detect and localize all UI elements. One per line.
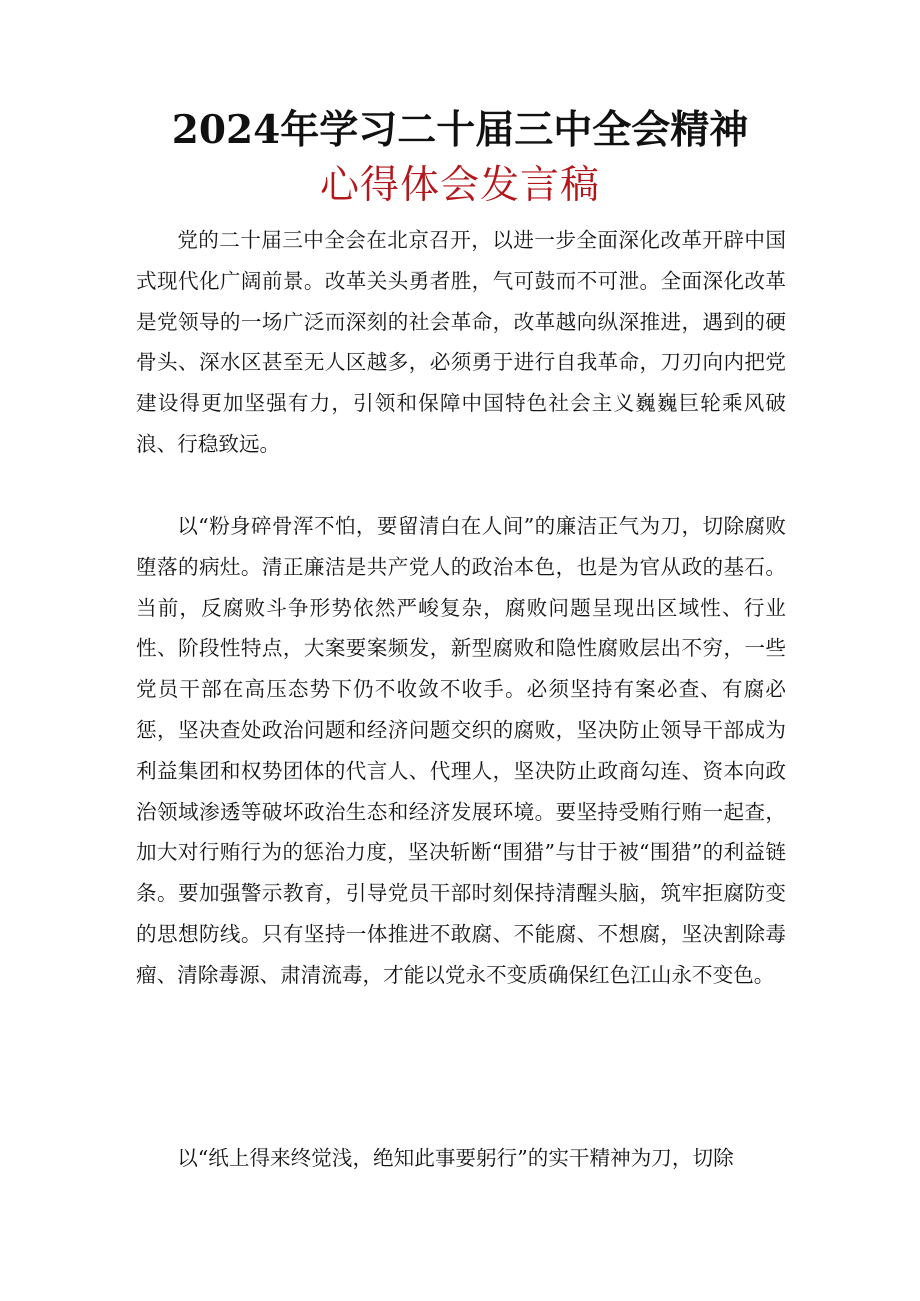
paragraph-1: 党的二十届三中全会在北京召开，以进一步全面深化改革开辟中国式现代化广阔前景。改革关头勇者胜，气可鼓而不可泄。全面深化改革是党领导的一场广泛而深刻的社会革命，改革越向纵深推进，遇到的硬骨头、深水区甚至无人区越多，必须勇于进行自我革命，刀刃向内把党建设得更加坚强有力，引领和保障中国特色社会主义巍巍巨轮乘风破浪、行稳致远。 <box>136 228 786 456</box>
document-subtitle: 心得体会发言稿 <box>319 163 600 208</box>
paragraph-2: 以“粉身碎骨浑不怕，要留清白在人间”的廉洁正气为刀，切除腐败堕落的病灶。清正廉洁是共产党人的政治本色，也是为官从政的基石。当前，反腐败斗争形势依然严峻复杂，腐败问题呈现出区域性、行业性、阶段性特点，大案要案频发，新型腐败和隐性腐败层出不穷，一些党员干部在高压态势下仍不收敛不收手。必须坚持有案必查、有腐必惩，坚决查处政治问题和经济问题交织的腐败，坚决防止领导干部成为利益集团和权势团体的代言人、代理人，坚决防止政商勾连、资本向政治领域渗透等破坏政治生态和经济发展环境。要坚持受贿行贿一起查，加大对行贿行为的惩治力度，坚决斩断“围猎”与甘于被“围猎”的利益链条。要加强警示教育，引导党员干部时刻保持清醒头脑，筑牢拒腐防变的思想防线。只有坚持一体推进不敢腐、不能腐、不想腐，坚决割除毒瘤、清除毒源、肃清流毒，才能以党永不变质确保红色江山永不变色。 <box>136 514 786 987</box>
document-title: 2024年学习二十届三中全会精神 <box>171 107 749 153</box>
paragraph-3: 以“纸上得来终觉浅，绝知此事要躬行”的实干精神为刀，切除 <box>177 1146 734 1170</box>
